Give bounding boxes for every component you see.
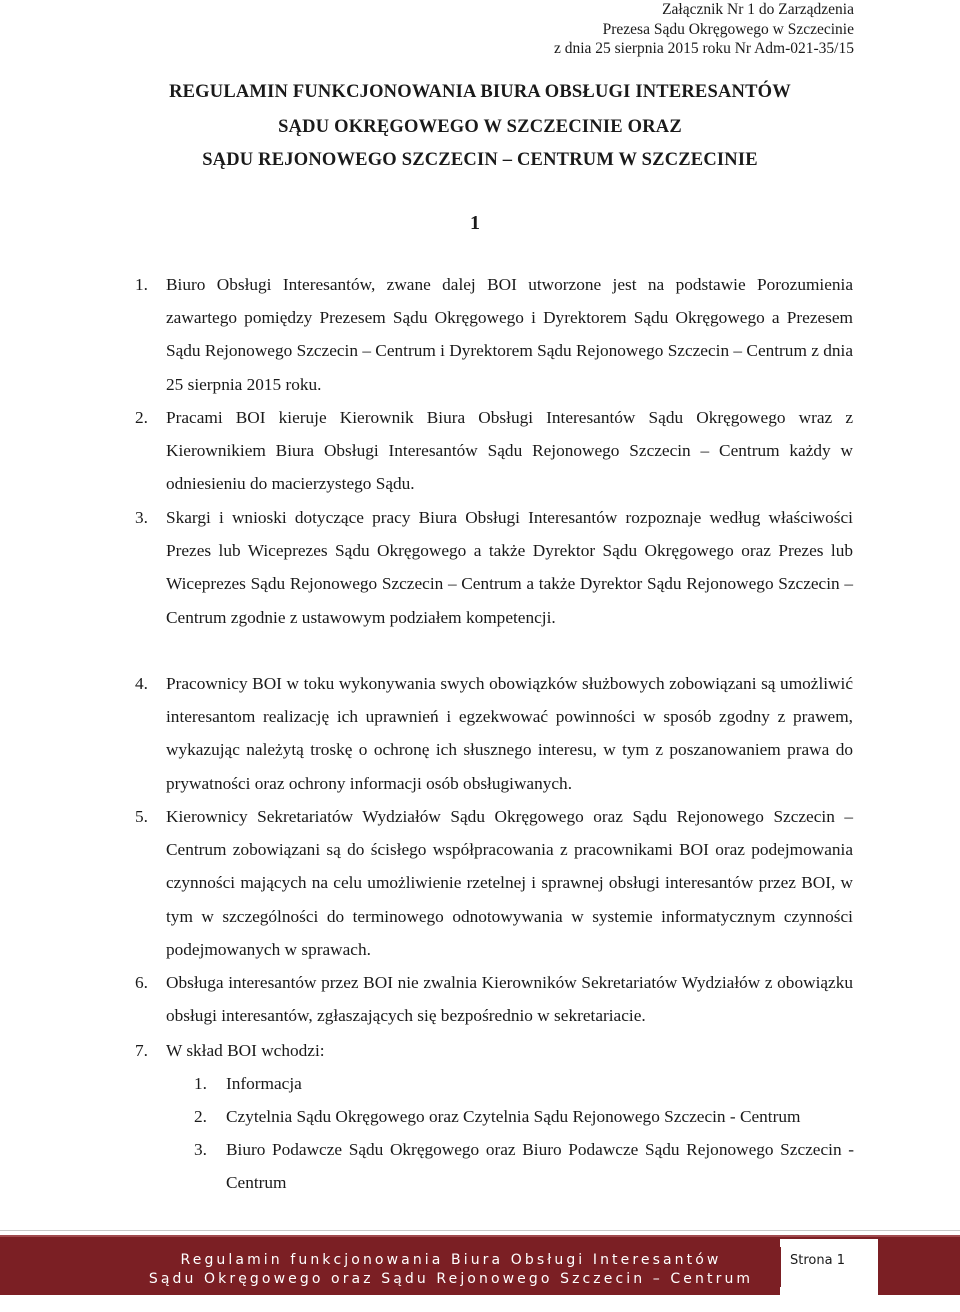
list-item-text: Kierownicy Sekretariatów Wydziałów Sądu Okręgowego oraz Sądu Rejonowego Szczecin – Centrum zobowiązani są do ścisłego współpracowania z pracownikami BOI oraz podejmowania czynności mających na celu umożliwienie rzetelnej i sprawnej obsługi interesantów przez BOI, w tym w szczególności do terminowego odnotowywania w systemie informatycznym czynności podejmowanych w sprawach.: [166, 807, 853, 959]
footer-bar: [0, 1235, 960, 1295]
sub-list-item-number: 2.: [194, 1107, 207, 1126]
document-title-line-1: REGULAMIN FUNKCJONOWANIA BIURA OBSŁUGI INTERESANTÓW: [169, 82, 791, 102]
sub-list-item-number: 3.: [194, 1140, 207, 1159]
page-footer: [0, 1230, 960, 1295]
attachment-note-line-1: Załącznik Nr 1 do Zarządzenia: [662, 1, 854, 18]
attachment-note: [354, 0, 854, 59]
list-item-number: 7.: [135, 1041, 148, 1060]
sub-list-item-text: Informacja: [226, 1074, 302, 1093]
sub-list-item-text: Biuro Podawcze Sądu Okręgowego oraz Biuro Podawcze Sądu Rejonowego Szczecin - Centrum: [226, 1140, 854, 1193]
page-number: Strona 1: [780, 1239, 878, 1295]
list-item-text: Pracami BOI kieruje Kierownik Biura Obsługi Interesantów Sądu Okręgowego wraz z Kierownikiem Biura Obsługi Interesantów Sądu Rejonowego Szczecin – Centrum każdy w odniesieniu do macierzystego Sądu.: [166, 408, 853, 494]
list-item-number: 6.: [135, 973, 148, 992]
list-item-number: 4.: [135, 674, 148, 693]
footer-title-line-1: Regulamin funkcjonowania Biura Obsługi Interesantów: [180, 1252, 722, 1268]
list-item-text: Biuro Obsługi Interesantów, zwane dalej BOI utworzone jest na podstawie Porozumienia zawartego pomiędzy Prezesem Sądu Okręgowego i Dyrektorem Sądu Okręgowego a Prezesem Sądu Rejonowego Szczecin – Centrum i Dyrektorem Sądu Rejonowego Szczecin – Centrum z dnia 25 sierpnia 2015 roku.: [166, 275, 853, 394]
list-item-number: 2.: [135, 408, 148, 427]
document-title-line-2: SĄDU OKRĘGOWEGO W SZCZECINIE ORAZ: [278, 117, 682, 137]
list-item-text: Pracownicy BOI w toku wykonywania swych obowiązków służbowych zobowiązani są umożliwić interesantom realizację ich uprawnień i egzekwować powinności w sposób zgodny z prawem, wykazując należytą troskę o ochronę ich słusznego interesu, w tym z poszanowaniem prawa do prywatności oraz ochrony informacji osób obsługiwanych.: [166, 674, 853, 793]
sub-list-item-text: Czytelnia Sądu Okręgowego oraz Czytelnia Sądu Rejonowego Szczecin - Centrum: [226, 1107, 801, 1126]
list-item-text: W skład BOI wchodzi:: [166, 1041, 325, 1060]
footer-title: [126, 1251, 776, 1289]
list-item-number: 3.: [135, 508, 148, 527]
list-item-number: 1.: [135, 275, 148, 294]
document-title-line-3: SĄDU REJONOWEGO SZCZECIN – CENTRUM W SZCZECINIE: [202, 150, 758, 170]
section-number: 1: [470, 212, 480, 234]
list-item-text: Skargi i wnioski dotyczące pracy Biura Obsługi Interesantów rozpoznaje według właściwości Prezes lub Wiceprezes Sądu Okręgowego a także Dyrektor Sądu Okręgowego oraz Prezes lub Wiceprezes Sądu Rejonowego Szczecin – Centrum a także Dyrektor Sądu Rejonowego Szczecin – Centrum zgodnie z ustawowym podziałem kompetencji.: [166, 508, 853, 627]
sub-list-item-number: 1.: [194, 1074, 207, 1093]
list-item-text: Obsługa interesantów przez BOI nie zwalnia Kierowników Sekretariatów Wydziałów z obowiązku obsługi interesantów, zgłaszających się bezpośrednio w sekretariacie.: [166, 973, 853, 1026]
footer-title-line-2: Sądu Okręgowego oraz Sądu Rejonowego Szczecin – Centrum: [148, 1271, 754, 1287]
attachment-note-line-2: Prezesa Sądu Okręgowego w Szczecinie: [602, 20, 854, 38]
attachment-note-line-3: z dnia 25 sierpnia 2015 roku Nr Adm-021-35/15: [553, 40, 854, 57]
list-item-number: 5.: [135, 807, 148, 826]
